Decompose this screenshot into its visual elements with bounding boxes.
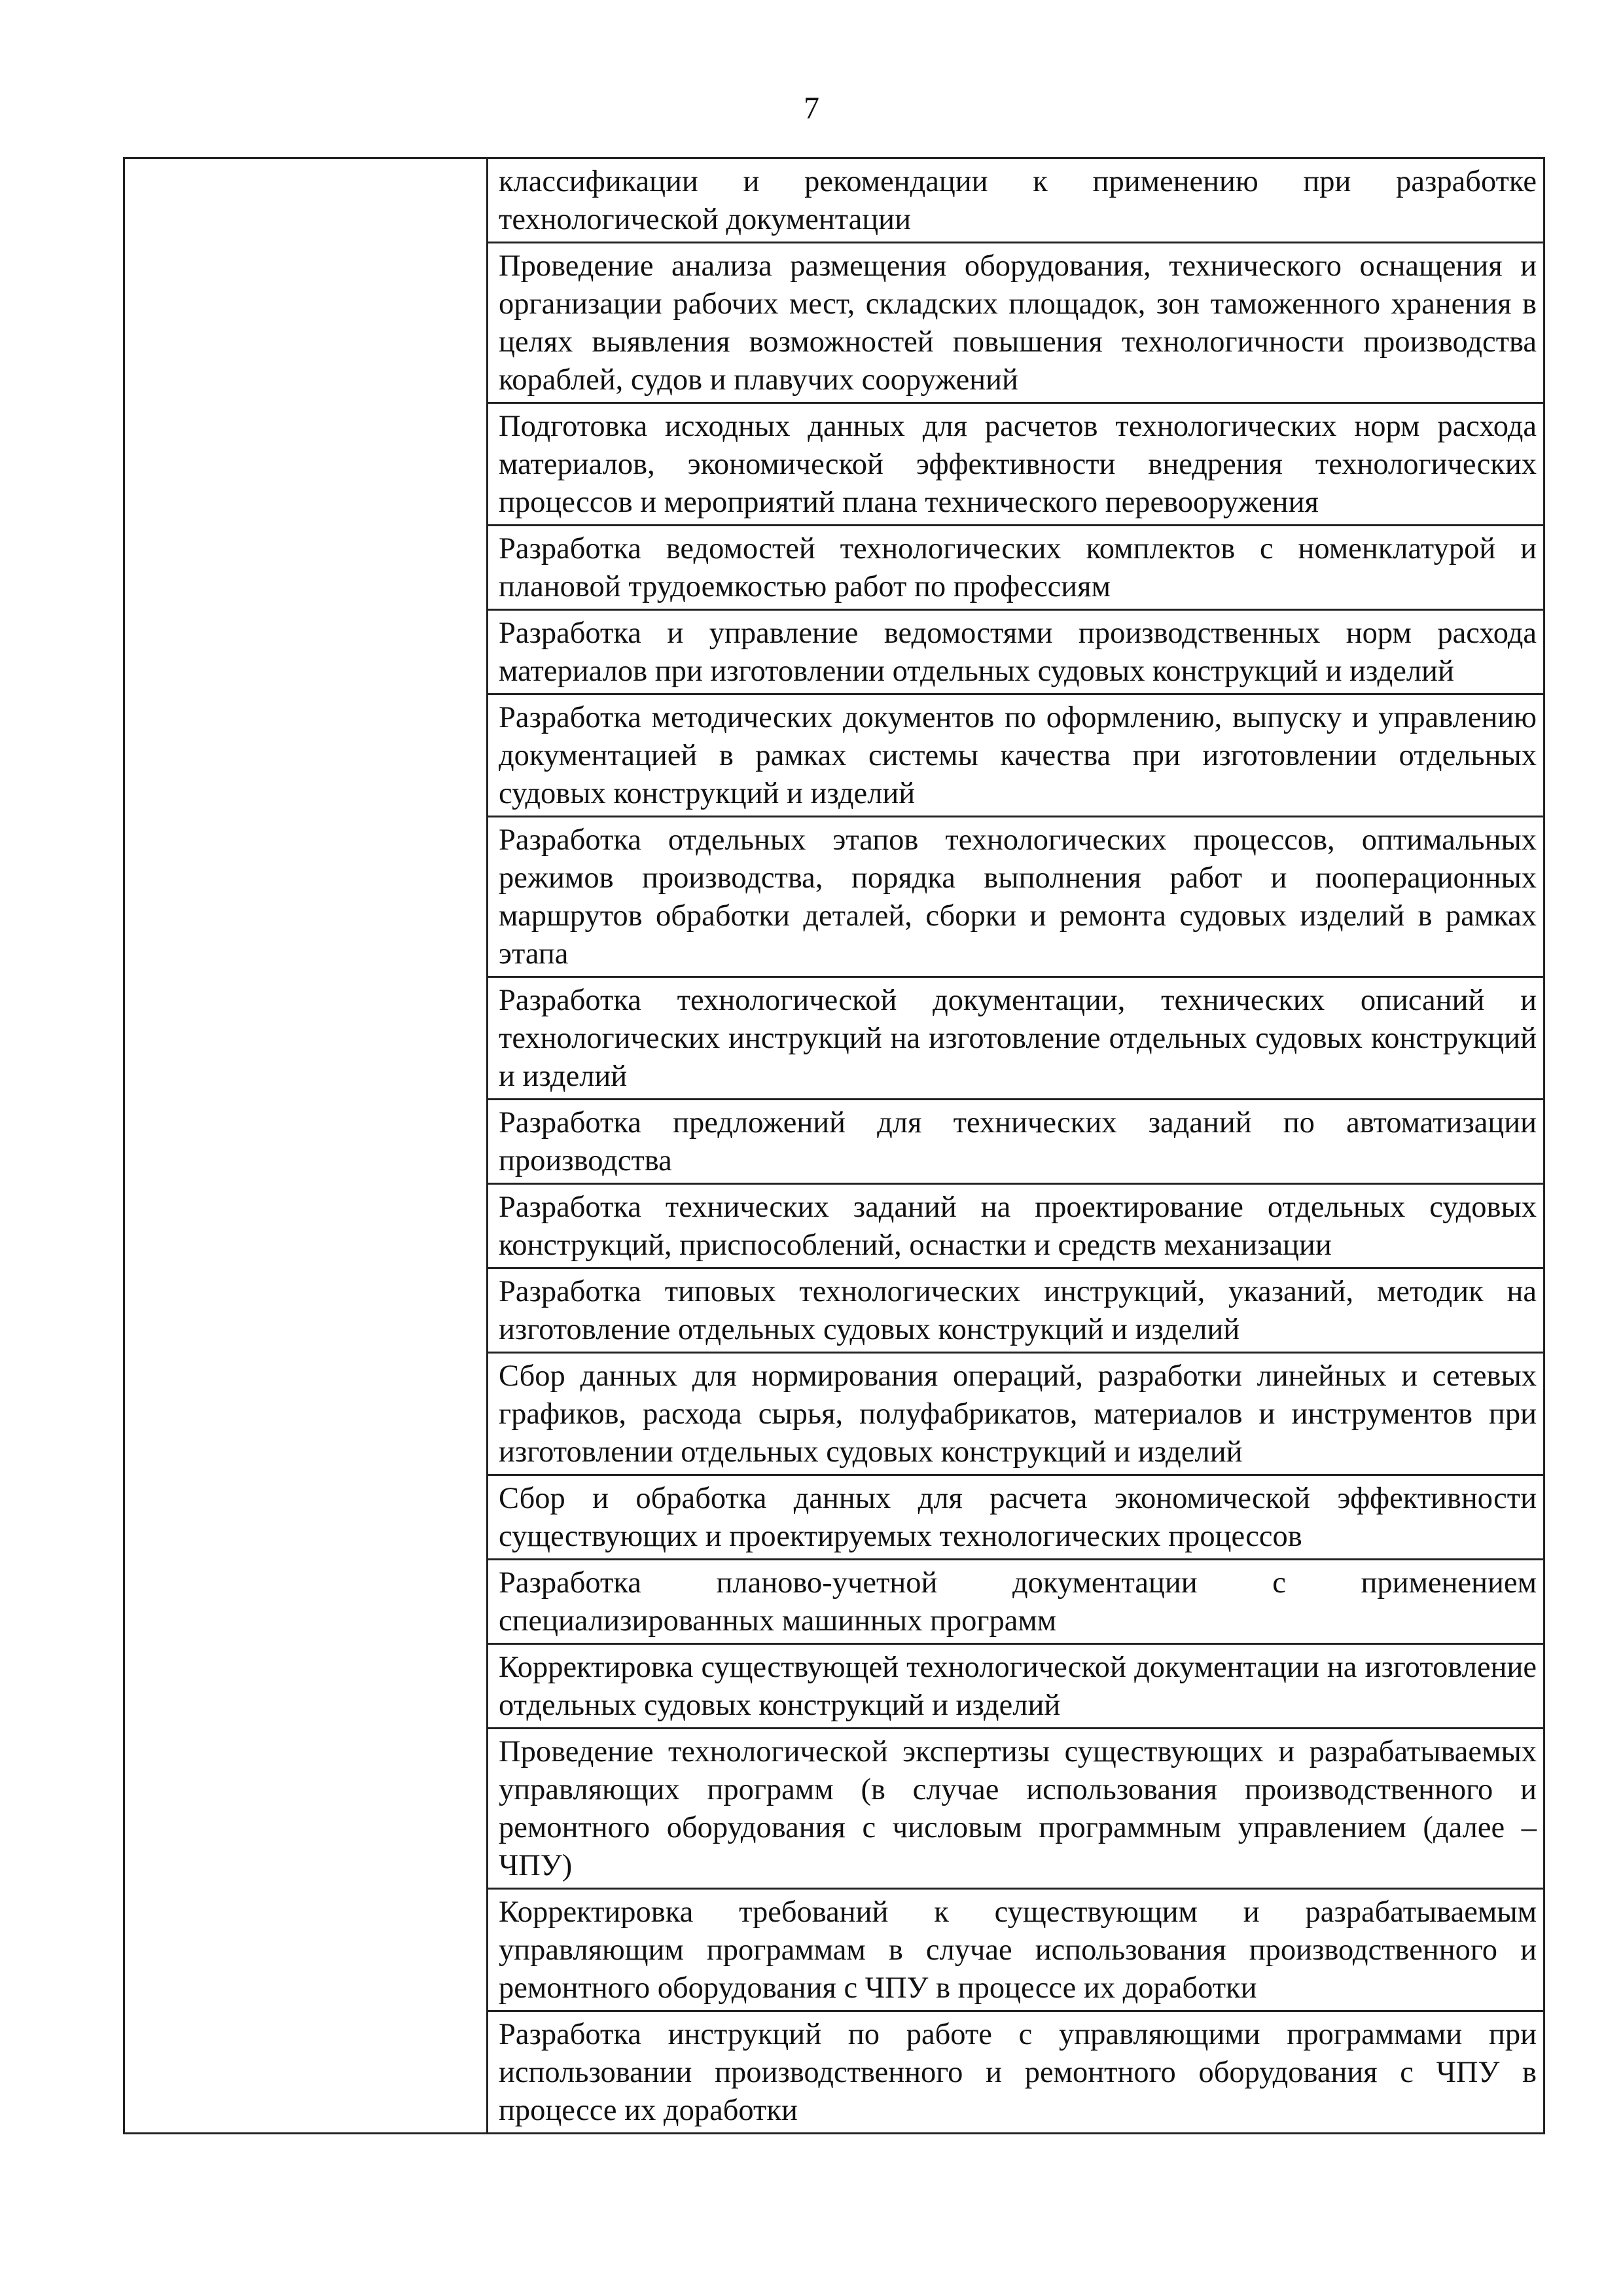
work-action-cell [488, 526, 1544, 610]
work-action-cell [488, 977, 1544, 1100]
work-action-cell [488, 1268, 1544, 1353]
work-action-text: Проведение анализа размещения оборудования, технического оснащения и организации рабочих мест, складских площадок, зон таможенного хранения в целях выявления возможностей повышения технологичности производства кораблей, судов и плавучих сооружений [499, 249, 1537, 397]
work-action-cell [488, 817, 1544, 977]
table-row [124, 158, 1544, 243]
work-action-text: Разработка методических документов по оформлению, выпуску и управлению документацией в рамках системы качества при изготовлении отдельных судовых конструкций и изделий [499, 701, 1537, 810]
work-action-text: Разработка технологической документации, технических описаний и технологических инструкций на изготовление отдельных судовых конструкций и изделий [499, 984, 1537, 1093]
work-action-cell [488, 1729, 1544, 1889]
work-action-cell [488, 243, 1544, 403]
work-action-text: Проведение технологической экспертизы существующих и разрабатываемых управляющих программ (в случае использования производственного и ремонтного оборудования с числовым программным управлением (далее – ЧПУ) [499, 1735, 1537, 1882]
work-action-text: Подготовка исходных данных для расчетов технологических норм расхода материалов, экономической эффективности внедрения технологических процессов и мероприятий плана технического перевооружения [499, 410, 1537, 519]
work-action-cell [488, 694, 1544, 817]
work-action-text: Разработка ведомостей технологических комплектов с номенклатурой и плановой трудоемкостью работ по профессиям [499, 532, 1537, 603]
work-action-cell [488, 1889, 1544, 2011]
work-action-text: Разработка технических заданий на проектирование отдельных судовых конструкций, приспособлений, оснастки и средств механизации [499, 1191, 1537, 1262]
work-action-cell [488, 1353, 1544, 1475]
work-action-text: Сбор данных для нормирования операций, разработки линейных и сетевых графиков, расхода сырья, полуфабрикатов, материалов и инструментов при изготовлении отдельных судовых конструкций и изделий [499, 1359, 1537, 1469]
labor-functions-table [123, 157, 1545, 2134]
work-action-text: Разработка типовых технологических инструкций, указаний, методик на изготовление отдельных судовых конструкций и изделий [499, 1275, 1537, 1346]
work-action-text: Разработка предложений для технических заданий по автоматизации производства [499, 1106, 1537, 1177]
work-action-cell [488, 1475, 1544, 1560]
work-action-text: Разработка и управление ведомостями производственных норм расхода материалов при изготовлении отдельных судовых конструкций и изделий [499, 617, 1537, 688]
page-number: 7 [804, 91, 819, 126]
work-action-cell [488, 1100, 1544, 1184]
work-action-cell [488, 2011, 1544, 2134]
work-action-cell [488, 610, 1544, 694]
work-action-cell [488, 158, 1544, 243]
work-action-text: Корректировка требований к существующим и разрабатываемым управляющим программам в случае использования производственного и ремонтного оборудования с ЧПУ в процессе их доработки [499, 1895, 1537, 2005]
left-empty-cell [124, 158, 488, 2134]
work-action-cell [488, 1560, 1544, 1644]
work-action-text: Сбор и обработка данных для расчета экономической эффективности существующих и проектируемых технологических процессов [499, 1482, 1537, 1553]
work-action-text: Разработка отдельных этапов технологических процессов, оптимальных режимов производства, порядка выполнения работ и пооперационных маршрутов обработки деталей, сборки и ремонта судовых изделий в рамках этапа [499, 823, 1537, 971]
work-action-cell [488, 1184, 1544, 1268]
work-action-text: Разработка инструкций по работе с управляющими программами при использовании производственного и ремонтного оборудования с ЧПУ в процессе их доработки [499, 2018, 1537, 2127]
work-action-text: классификации и рекомендации к применению при разработке технологической документации [499, 165, 1537, 236]
work-action-cell [488, 403, 1544, 526]
work-action-text: Разработка планово-учетной документации с применением специализированных машинных программ [499, 1566, 1537, 1638]
work-action-cell [488, 1644, 1544, 1729]
work-action-text: Корректировка существующей технологической документации на изготовление отдельных судовых конструкций и изделий [499, 1651, 1537, 1722]
